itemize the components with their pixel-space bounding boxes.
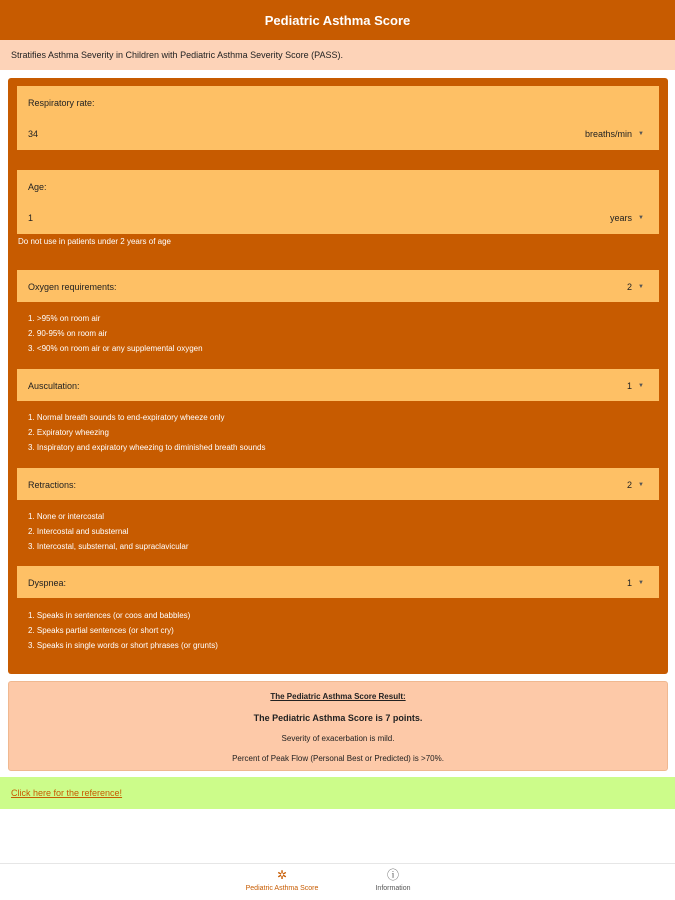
auscultation-label: Auscultation: bbox=[28, 381, 80, 391]
caret-down-icon: ▼ bbox=[638, 482, 644, 488]
oxygen-options bbox=[28, 311, 203, 356]
tab-bar bbox=[0, 863, 675, 900]
retractions-value: 2 bbox=[627, 480, 633, 490]
oxygen-value: 2 bbox=[627, 282, 633, 292]
calculator-panel bbox=[8, 78, 668, 674]
reference-link[interactable]: Click here for the reference! bbox=[11, 788, 123, 798]
age-label: Age: bbox=[28, 182, 47, 192]
age-unit-select[interactable] bbox=[610, 213, 644, 223]
subtitle-text: Stratifies Asthma Severity in Children with Pediatric Asthma Severity Score (PASS). bbox=[11, 50, 343, 60]
page-title: Pediatric Asthma Score bbox=[264, 12, 411, 28]
info-icon: ⓘ bbox=[386, 868, 399, 882]
option-item: 3. <90% on room air or any supplemental oxygen bbox=[28, 344, 203, 353]
dyspnea-value: 1 bbox=[627, 578, 633, 588]
tab-label: Information bbox=[375, 885, 411, 892]
caret-down-icon: ▼ bbox=[638, 383, 644, 389]
option-item: 1. None or intercostal bbox=[28, 512, 105, 521]
auscultation-field[interactable] bbox=[17, 369, 659, 401]
dyspnea-options bbox=[28, 608, 218, 653]
option-item: 3. Intercostal, substernal, and supraclavicular bbox=[28, 542, 189, 551]
option-item: 2. Speaks partial sentences (or short cry) bbox=[28, 626, 174, 635]
caret-down-icon: ▼ bbox=[638, 284, 644, 290]
respiratory-rate-label: Respiratory rate: bbox=[28, 98, 95, 108]
tab-pediatric-asthma-score[interactable] bbox=[227, 868, 337, 892]
reference-bar bbox=[0, 777, 675, 809]
auscultation-select[interactable] bbox=[627, 381, 644, 391]
retractions-label: Retractions: bbox=[28, 480, 77, 490]
respiratory-rate-unit: breaths/min bbox=[585, 129, 633, 139]
dyspnea-select[interactable] bbox=[627, 578, 644, 588]
option-item: 2. Intercostal and substernal bbox=[28, 527, 129, 536]
respiratory-rate-unit-select[interactable] bbox=[585, 129, 644, 139]
option-item: 3. Speaks in single words or short phrases (or grunts) bbox=[28, 641, 218, 650]
caret-down-icon: ▼ bbox=[638, 215, 644, 221]
age-field[interactable] bbox=[17, 170, 659, 234]
respiratory-rate-input[interactable]: 34 bbox=[28, 129, 39, 139]
result-box bbox=[8, 681, 668, 771]
option-item: 2. Expiratory wheezing bbox=[28, 428, 109, 437]
caret-down-icon: ▼ bbox=[638, 131, 644, 137]
retractions-field[interactable] bbox=[17, 468, 659, 500]
result-peak-flow: Percent of Peak Flow (Personal Best or Predicted) is >70%. bbox=[232, 754, 444, 763]
dyspnea-field[interactable] bbox=[17, 566, 659, 598]
auscultation-value: 1 bbox=[627, 381, 633, 391]
subtitle-bar bbox=[0, 40, 675, 70]
retractions-options bbox=[28, 509, 189, 554]
option-item: 1. >95% on room air bbox=[28, 314, 101, 323]
respiratory-rate-field[interactable] bbox=[17, 86, 659, 150]
oxygen-select[interactable] bbox=[627, 282, 644, 292]
option-item: 1. Speaks in sentences (or coos and babbles) bbox=[28, 611, 191, 620]
tab-information[interactable] bbox=[338, 868, 448, 892]
app-header bbox=[0, 0, 675, 40]
result-title: The Pediatric Asthma Score Result: bbox=[270, 692, 406, 701]
age-note: Do not use in patients under 2 years of age bbox=[18, 237, 171, 246]
retractions-select[interactable] bbox=[627, 480, 644, 490]
age-input[interactable]: 1 bbox=[28, 213, 34, 223]
option-item: 2. 90-95% on room air bbox=[28, 329, 108, 338]
option-item: 1. Normal breath sounds to end-expiratory wheeze only bbox=[28, 413, 225, 422]
asterisk-icon: ✲ bbox=[276, 868, 288, 882]
oxygen-field[interactable] bbox=[17, 270, 659, 302]
result-score: The Pediatric Asthma Score is 7 points. bbox=[253, 713, 423, 723]
oxygen-label: Oxygen requirements: bbox=[28, 282, 117, 292]
result-severity: Severity of exacerbation is mild. bbox=[281, 734, 395, 743]
tab-label: Pediatric Asthma Score bbox=[245, 885, 319, 892]
dyspnea-label: Dyspnea: bbox=[28, 578, 67, 588]
auscultation-options bbox=[28, 410, 265, 455]
caret-down-icon: ▼ bbox=[638, 580, 644, 586]
option-item: 3. Inspiratory and expiratory wheezing to diminished breath sounds bbox=[28, 443, 266, 452]
age-unit: years bbox=[610, 213, 633, 223]
